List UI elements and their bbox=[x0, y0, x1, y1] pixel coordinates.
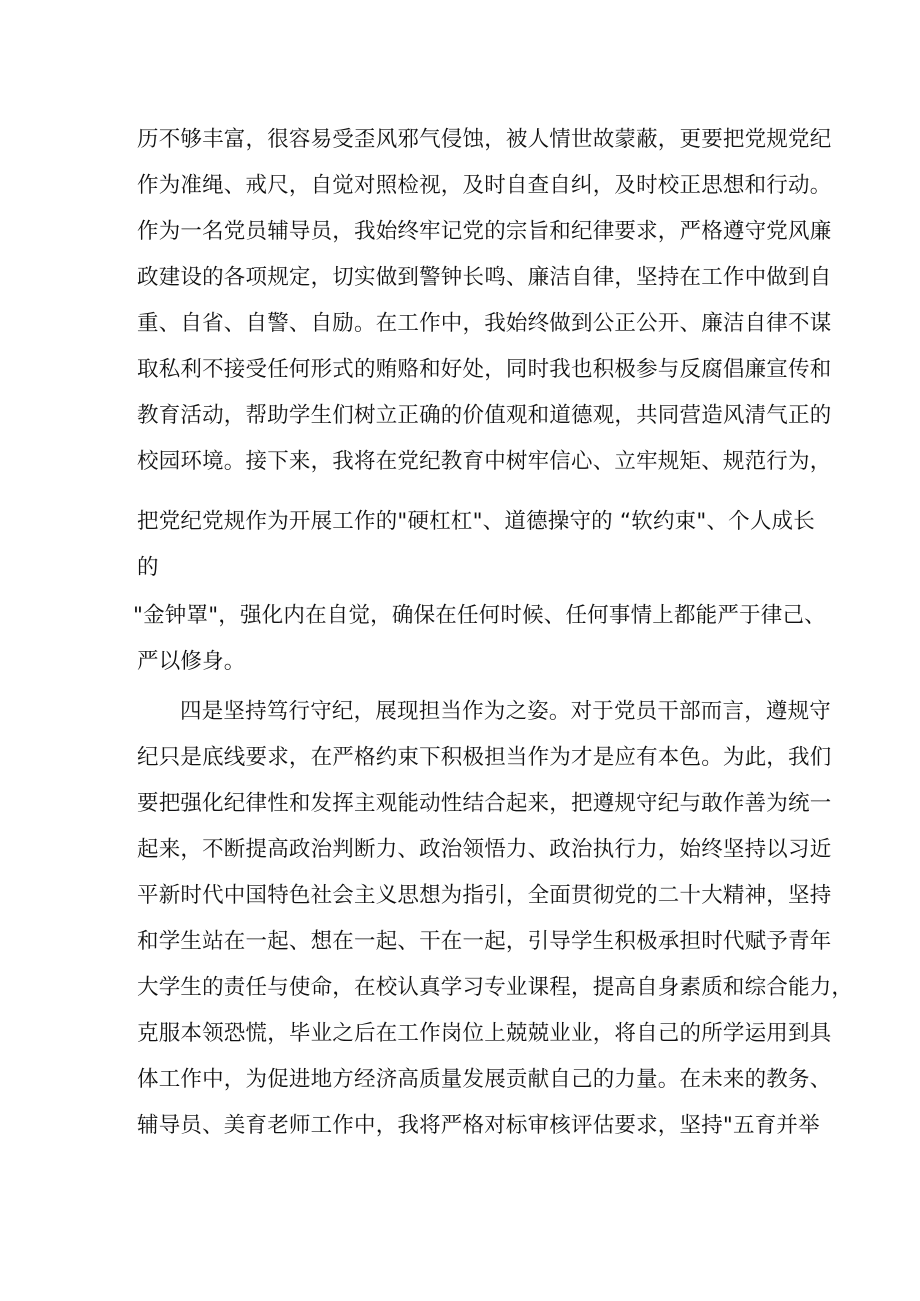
text-line: 的 bbox=[137, 555, 159, 580]
text-line: 重、自省、自警、自励。在工作中，我始终做到公正公开、廉洁自律不谋 bbox=[137, 311, 832, 336]
text-line: 严以修身。 bbox=[137, 649, 246, 674]
text-line: 历不够丰富，很容易受歪风邪气侵蚀，被人情世故蒙蔽，更要把党规党纪 bbox=[137, 127, 832, 152]
text-line: 大学生的责任与使命，在校认真学习专业课程，提高自身素质和综合能力， bbox=[137, 975, 854, 1000]
text-line: 作为一名党员辅导员，我始终牢记党的宗旨和纪律要求，严格遵守党风廉 bbox=[137, 219, 832, 244]
text-line: 校园环境。接下来，我将在党纪教育中树牢信心、立牢规矩、规范行为， bbox=[137, 449, 832, 474]
text-line: 作为准绳、戒尺，自觉对照检视，及时自查自纠，及时校正思想和行动。 bbox=[137, 173, 832, 198]
text-line: 教育活动，帮助学生们树立正确的价值观和道德观，共同营造风清气正的 bbox=[137, 403, 832, 428]
text-line: 克服本领恐慌，毕业之后在工作岗位上兢兢业业，将自己的所学运用到具 bbox=[137, 1021, 832, 1046]
text-line: 平新时代中国特色社会主义思想为指引，全面贯彻党的二十大精神，坚持 bbox=[137, 883, 832, 908]
text-line: 把党纪党规作为开展工作的"硬杠杠"、道德操守的 “软约束"、个人成长 bbox=[137, 509, 815, 534]
text-line: 辅导员、美育老师工作中，我将严格对标审核评估要求，坚持"五育并举 bbox=[137, 1113, 820, 1138]
text-line: 要把强化纪律性和发挥主观能动性结合起来，把遵规守纪与敢作善为统一 bbox=[137, 791, 832, 816]
text-line: 政建设的各项规定，切实做到警钟长鸣、廉洁自律，坚持在工作中做到自 bbox=[137, 265, 832, 290]
text-line: 和学生站在一起、想在一起、干在一起，引导学生积极承担时代赋予青年 bbox=[137, 929, 832, 954]
text-line: 体工作中，为促进地方经济高质量发展贡献自己的力量。在未来的教务、 bbox=[137, 1067, 832, 1092]
text-line: 取私利不接受任何形式的贿赂和好处，同时我也积极参与反腐倡廉宣传和 bbox=[137, 357, 832, 382]
text-line: 起来，不断提高政治判断力、政治领悟力、政治执行力，始终坚持以习近 bbox=[137, 837, 832, 862]
text-line: 纪只是底线要求，在严格约束下积极担当作为才是应有本色。为此，我们 bbox=[137, 745, 832, 770]
text-line: "金钟罩"，强化内在自觉，确保在任何时候、任何事情上都能严于律己、 bbox=[133, 603, 826, 628]
paragraph-first-line: 四是坚持笃行守纪，展现担当作为之姿。对于党员干部而言，遵规守 bbox=[180, 699, 832, 724]
